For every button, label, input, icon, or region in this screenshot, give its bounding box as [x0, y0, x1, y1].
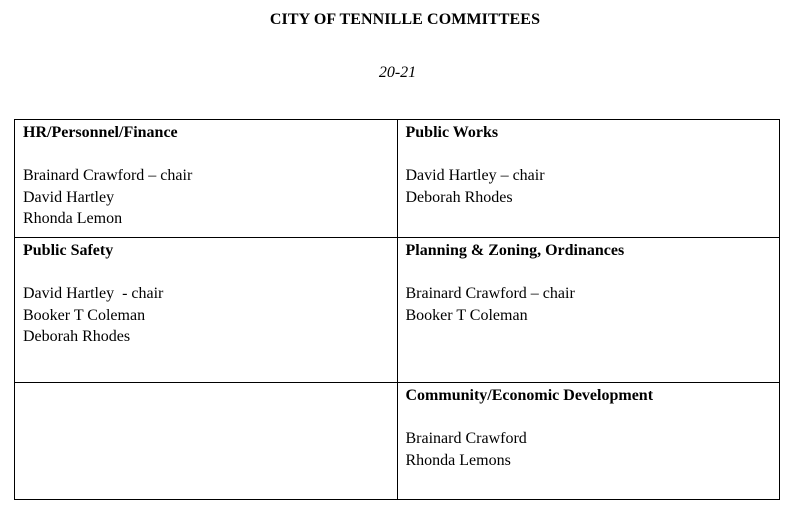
committee-member: Brainard Crawford: [405, 430, 527, 447]
committee-member: David Hartley - chair: [23, 285, 164, 302]
committees-table: [14, 119, 780, 500]
empty-cell: [15, 383, 398, 500]
committee-name: Public Works: [405, 124, 499, 141]
committee-member: Deborah Rhodes: [405, 188, 513, 206]
committee-name: HR/Personnel/Finance: [23, 124, 178, 141]
committee-name: Community/Economic Development: [405, 387, 654, 404]
committee-member: Deborah Rhodes: [23, 328, 131, 345]
table-row: [15, 238, 780, 383]
committee-name: Planning & Zoning, Ordinances: [405, 242, 625, 259]
term-year: 20-21: [378, 64, 417, 81]
committee-member: David Hartley: [23, 188, 115, 206]
committee-member: Brainard Crawford – chair: [405, 285, 575, 302]
table-row: [15, 383, 780, 500]
committee-member: Rhonda Lemon: [23, 210, 123, 227]
committee-cell-public-safety: [15, 238, 398, 383]
committee-cell-planning-zoning: [397, 238, 780, 383]
committee-member: Rhonda Lemons: [405, 451, 511, 469]
committee-cell-hr-personnel-finance: [15, 120, 398, 238]
committee-cell-public-works: [397, 120, 780, 238]
table-row: [15, 120, 780, 238]
committee-cell-community-economic-development: [397, 383, 780, 500]
committee-member: Brainard Crawford – chair: [23, 167, 193, 184]
committee-name: Public Safety: [23, 242, 114, 259]
document-title: CITY OF TENNILLE COMMITTEES: [269, 11, 541, 28]
committee-member: Booker T Coleman: [405, 306, 528, 324]
committee-member: Booker T Coleman: [23, 306, 146, 324]
committee-member: David Hartley – chair: [405, 167, 545, 184]
